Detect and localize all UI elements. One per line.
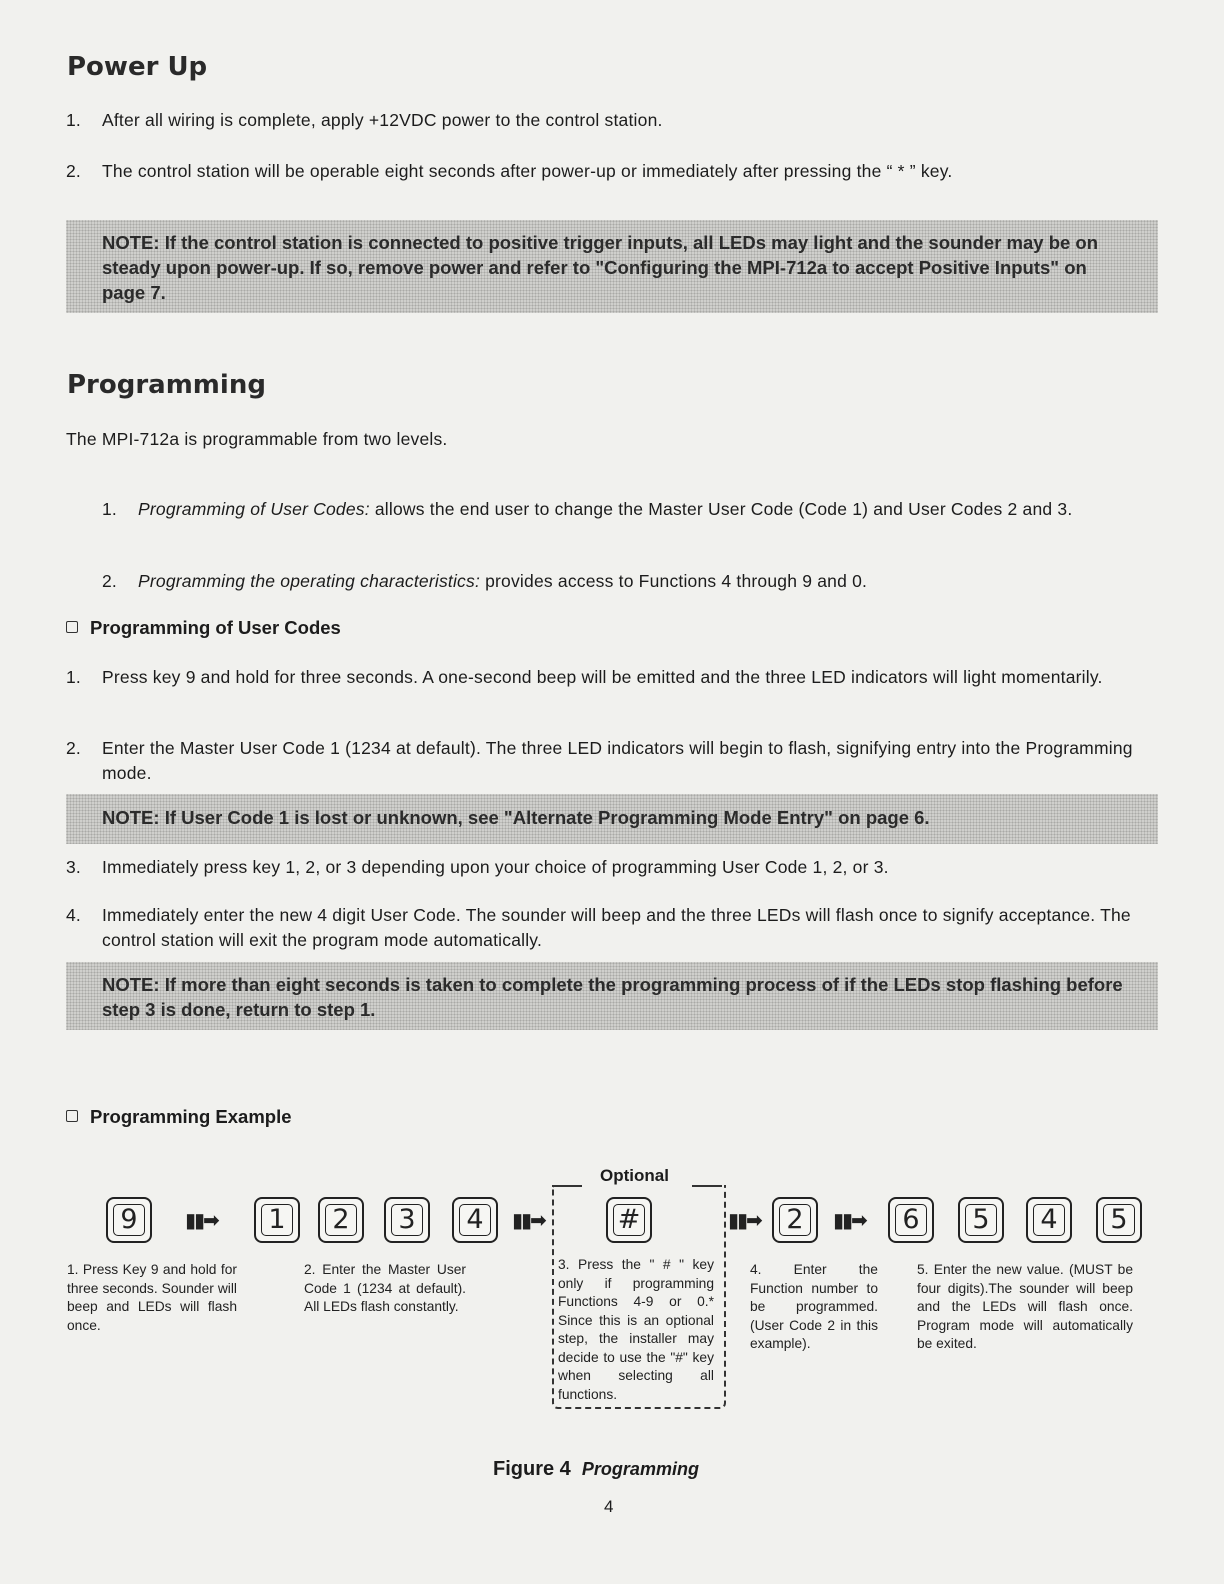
page-number: 4 [604, 1497, 614, 1516]
power-up-heading: Power Up [67, 52, 208, 82]
arrow-icon: ▮▮➡ [512, 1210, 545, 1232]
arrow-icon: ▮▮➡ [185, 1210, 218, 1232]
figure-title: Programming [581, 1459, 699, 1479]
caption-step-3: 3. Press the " # " key only if programming Functions 4-9 or 0.* Since this is an optional step, the installer may decide to use the "#" key when selecting all functions. [558, 1257, 714, 1402]
key-1: 1 [254, 1197, 300, 1243]
key-5: 5 [958, 1197, 1004, 1243]
caption-step-1: 1. Press Key 9 and hold for three seconds. Sounder will beep and LEDs will flash once. [67, 1262, 237, 1333]
power-up-note: NOTE: If the control station is connected to positive trigger inputs, all LEDs may light and the sounder may be on steady upon power-up. If so, remove power and refer to "Configuring the MPI-712a to accept Positive Inputs" on page 7. [66, 220, 1158, 313]
key-4: 4 [452, 1197, 498, 1243]
checkbox-icon [66, 1110, 78, 1122]
key-hash: # [606, 1197, 652, 1243]
key-6: 6 [888, 1197, 934, 1243]
key-4b: 4 [1026, 1197, 1072, 1243]
key-5b: 5 [1096, 1197, 1142, 1243]
user-codes-heading: Programming of User Codes [66, 617, 341, 639]
programming-heading: Programming [67, 370, 266, 400]
figure-label: Figure 4 [493, 1458, 571, 1480]
caption-step-5: 5. Enter the new value. (MUST be four digits).The sounder will beep and the LEDs will flash once. Program mode will automatically be exited. [917, 1262, 1133, 1351]
user-codes-note-2: NOTE: If more than eight seconds is taken to complete the programming process of if the LEDs stop flashing before step 3 is done, return to step 1. [66, 962, 1158, 1030]
user-codes-note-1: NOTE: If User Code 1 is lost or unknown, see "Alternate Programming Mode Entry" on page 6. [66, 794, 1158, 844]
key-9: 9 [106, 1197, 152, 1243]
arrow-icon: ▮▮➡ [833, 1210, 866, 1232]
key-3: 3 [384, 1197, 430, 1243]
checkbox-icon [66, 621, 78, 633]
key-2: 2 [318, 1197, 364, 1243]
programming-intro: The MPI-712a is programmable from two levels. [66, 429, 448, 449]
caption-step-4: 4. Enter the Function number to be programmed. (User Code 2 in this example). [750, 1262, 878, 1351]
optional-label: Optional [600, 1166, 669, 1185]
caption-step-2: 2. Enter the Master User Code 1 (1234 at default). All LEDs flash constantly. [304, 1262, 466, 1314]
example-heading: Programming Example [66, 1106, 292, 1128]
figure-caption [493, 1458, 699, 1481]
arrow-icon: ▮▮➡ [728, 1210, 761, 1232]
key-function-2: 2 [772, 1197, 818, 1243]
